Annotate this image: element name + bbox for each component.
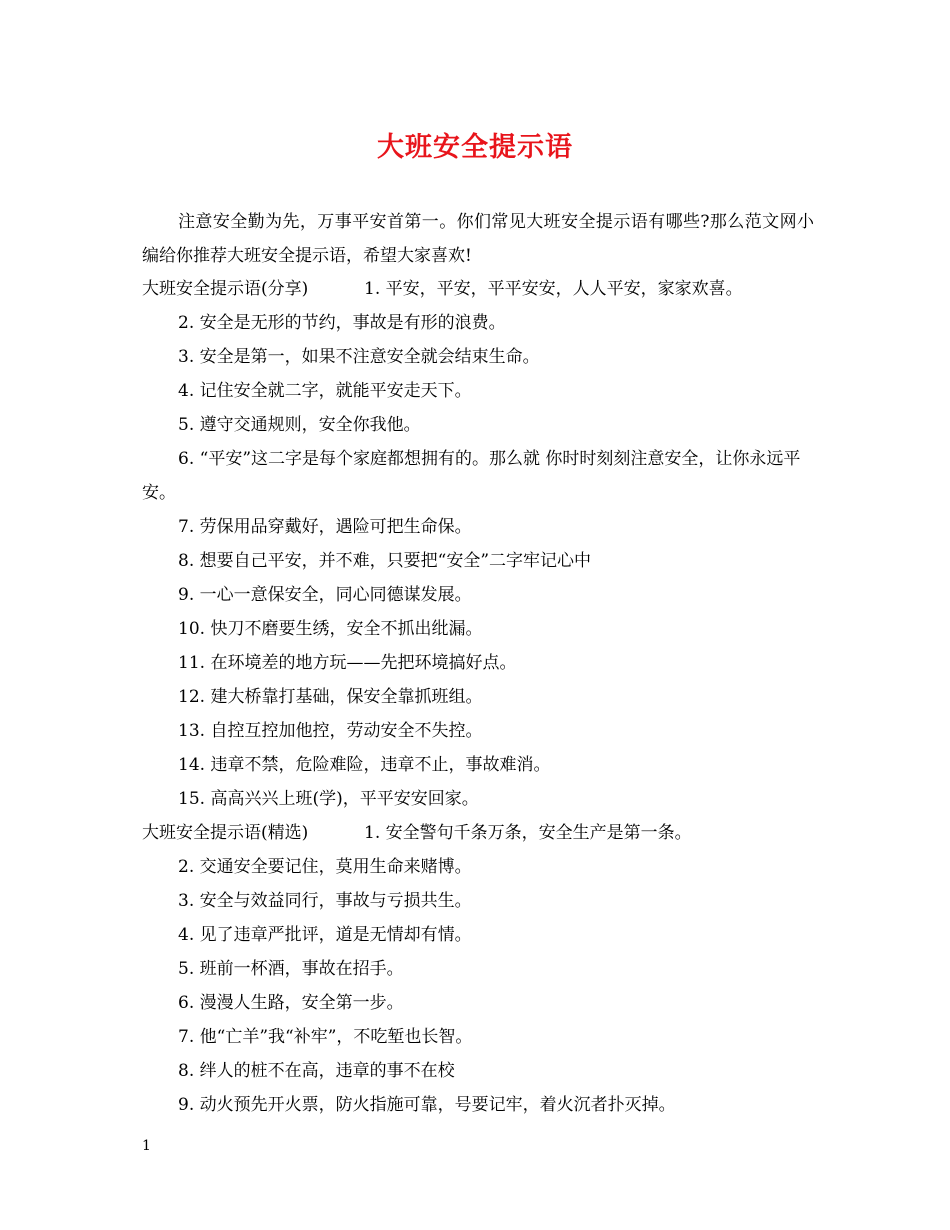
section-heading-line (142, 816, 822, 850)
list-item: 7. 他“亡羊”我“补牢”，不吃堑也长智。 (178, 1027, 473, 1047)
list-item: 6. “平安”这二字是每个家庭都想拥有的。那么就 你时时刻刻注意安全，让你永远平安。 (142, 449, 801, 503)
section-heading-line (142, 272, 822, 306)
list-item: 6. 漫漫人生路，安全第一步。 (178, 993, 404, 1013)
list-item: 2. 安全是无形的节约，事故是有形的浪费。 (178, 313, 506, 333)
list-item: 9. 一心一意保安全，同心同德谋发展。 (178, 585, 472, 605)
list-item: 11. 在环境差的地方玩——先把环境搞好点。 (178, 653, 517, 673)
list-item: 12. 建大桥靠打基础，保安全靠抓班组。 (178, 687, 483, 707)
list-item: 4. 记住安全就二字，就能平安走天下。 (178, 381, 472, 401)
page-number: 1 (142, 1138, 151, 1154)
list-item: 4. 见了违章严批评，道是无情却有情。 (178, 925, 472, 945)
section-heading: 大班安全提示语(精选) (142, 823, 309, 843)
list-item: 7. 劳保用品穿戴好，遇险可把生命保。 (178, 517, 472, 537)
document-title: 大班安全提示语 (377, 132, 573, 163)
list-item: 14. 违章不禁，危险难险，违章不止，事故难消。 (178, 755, 551, 775)
list-item: 13. 自控互控加他控，劳动安全不失控。 (178, 721, 483, 741)
list-item: 1. 安全警句千条万条，安全生产是第一条。 (364, 823, 692, 843)
document-body (142, 272, 822, 1122)
list-item: 8. 想要自己平安，并不难，只要把“安全”二字牢记心中 (178, 551, 592, 571)
section-heading: 大班安全提示语(分享) (142, 279, 309, 299)
list-item: 10. 快刀不磨要生绣，安全不抓出纰漏。 (178, 619, 483, 639)
list-item: 2. 交通安全要记住，莫用生命来赌博。 (178, 857, 472, 877)
list-item: 1. 平安，平安，平平安安，人人平安，家家欢喜。 (364, 279, 743, 299)
list-item: 5. 遵守交通规则，安全你我他。 (178, 415, 421, 435)
list-item: 3. 安全与效益同行，事故与亏损共生。 (178, 891, 472, 911)
list-item: 8. 绊人的桩不在高，违章的事不在校 (178, 1061, 455, 1081)
intro-paragraph: 注意安全勤为先，万事平安首第一。你们常见大班安全提示语有哪些?那么范文网小编给你推荐大班安全提示语，希望大家喜欢! (142, 212, 814, 266)
list-item: 3. 安全是第一，如果不注意安全就会结束生命。 (178, 347, 540, 367)
list-item: 15. 高高兴兴上班(学)，平平安安回家。 (178, 789, 479, 809)
list-item: 5. 班前一杯酒，事故在招手。 (178, 959, 404, 979)
list-item: 9. 动火预先开火票，防火指施可靠，号要记牢，着火沉者扑灭掉。 (178, 1095, 676, 1115)
